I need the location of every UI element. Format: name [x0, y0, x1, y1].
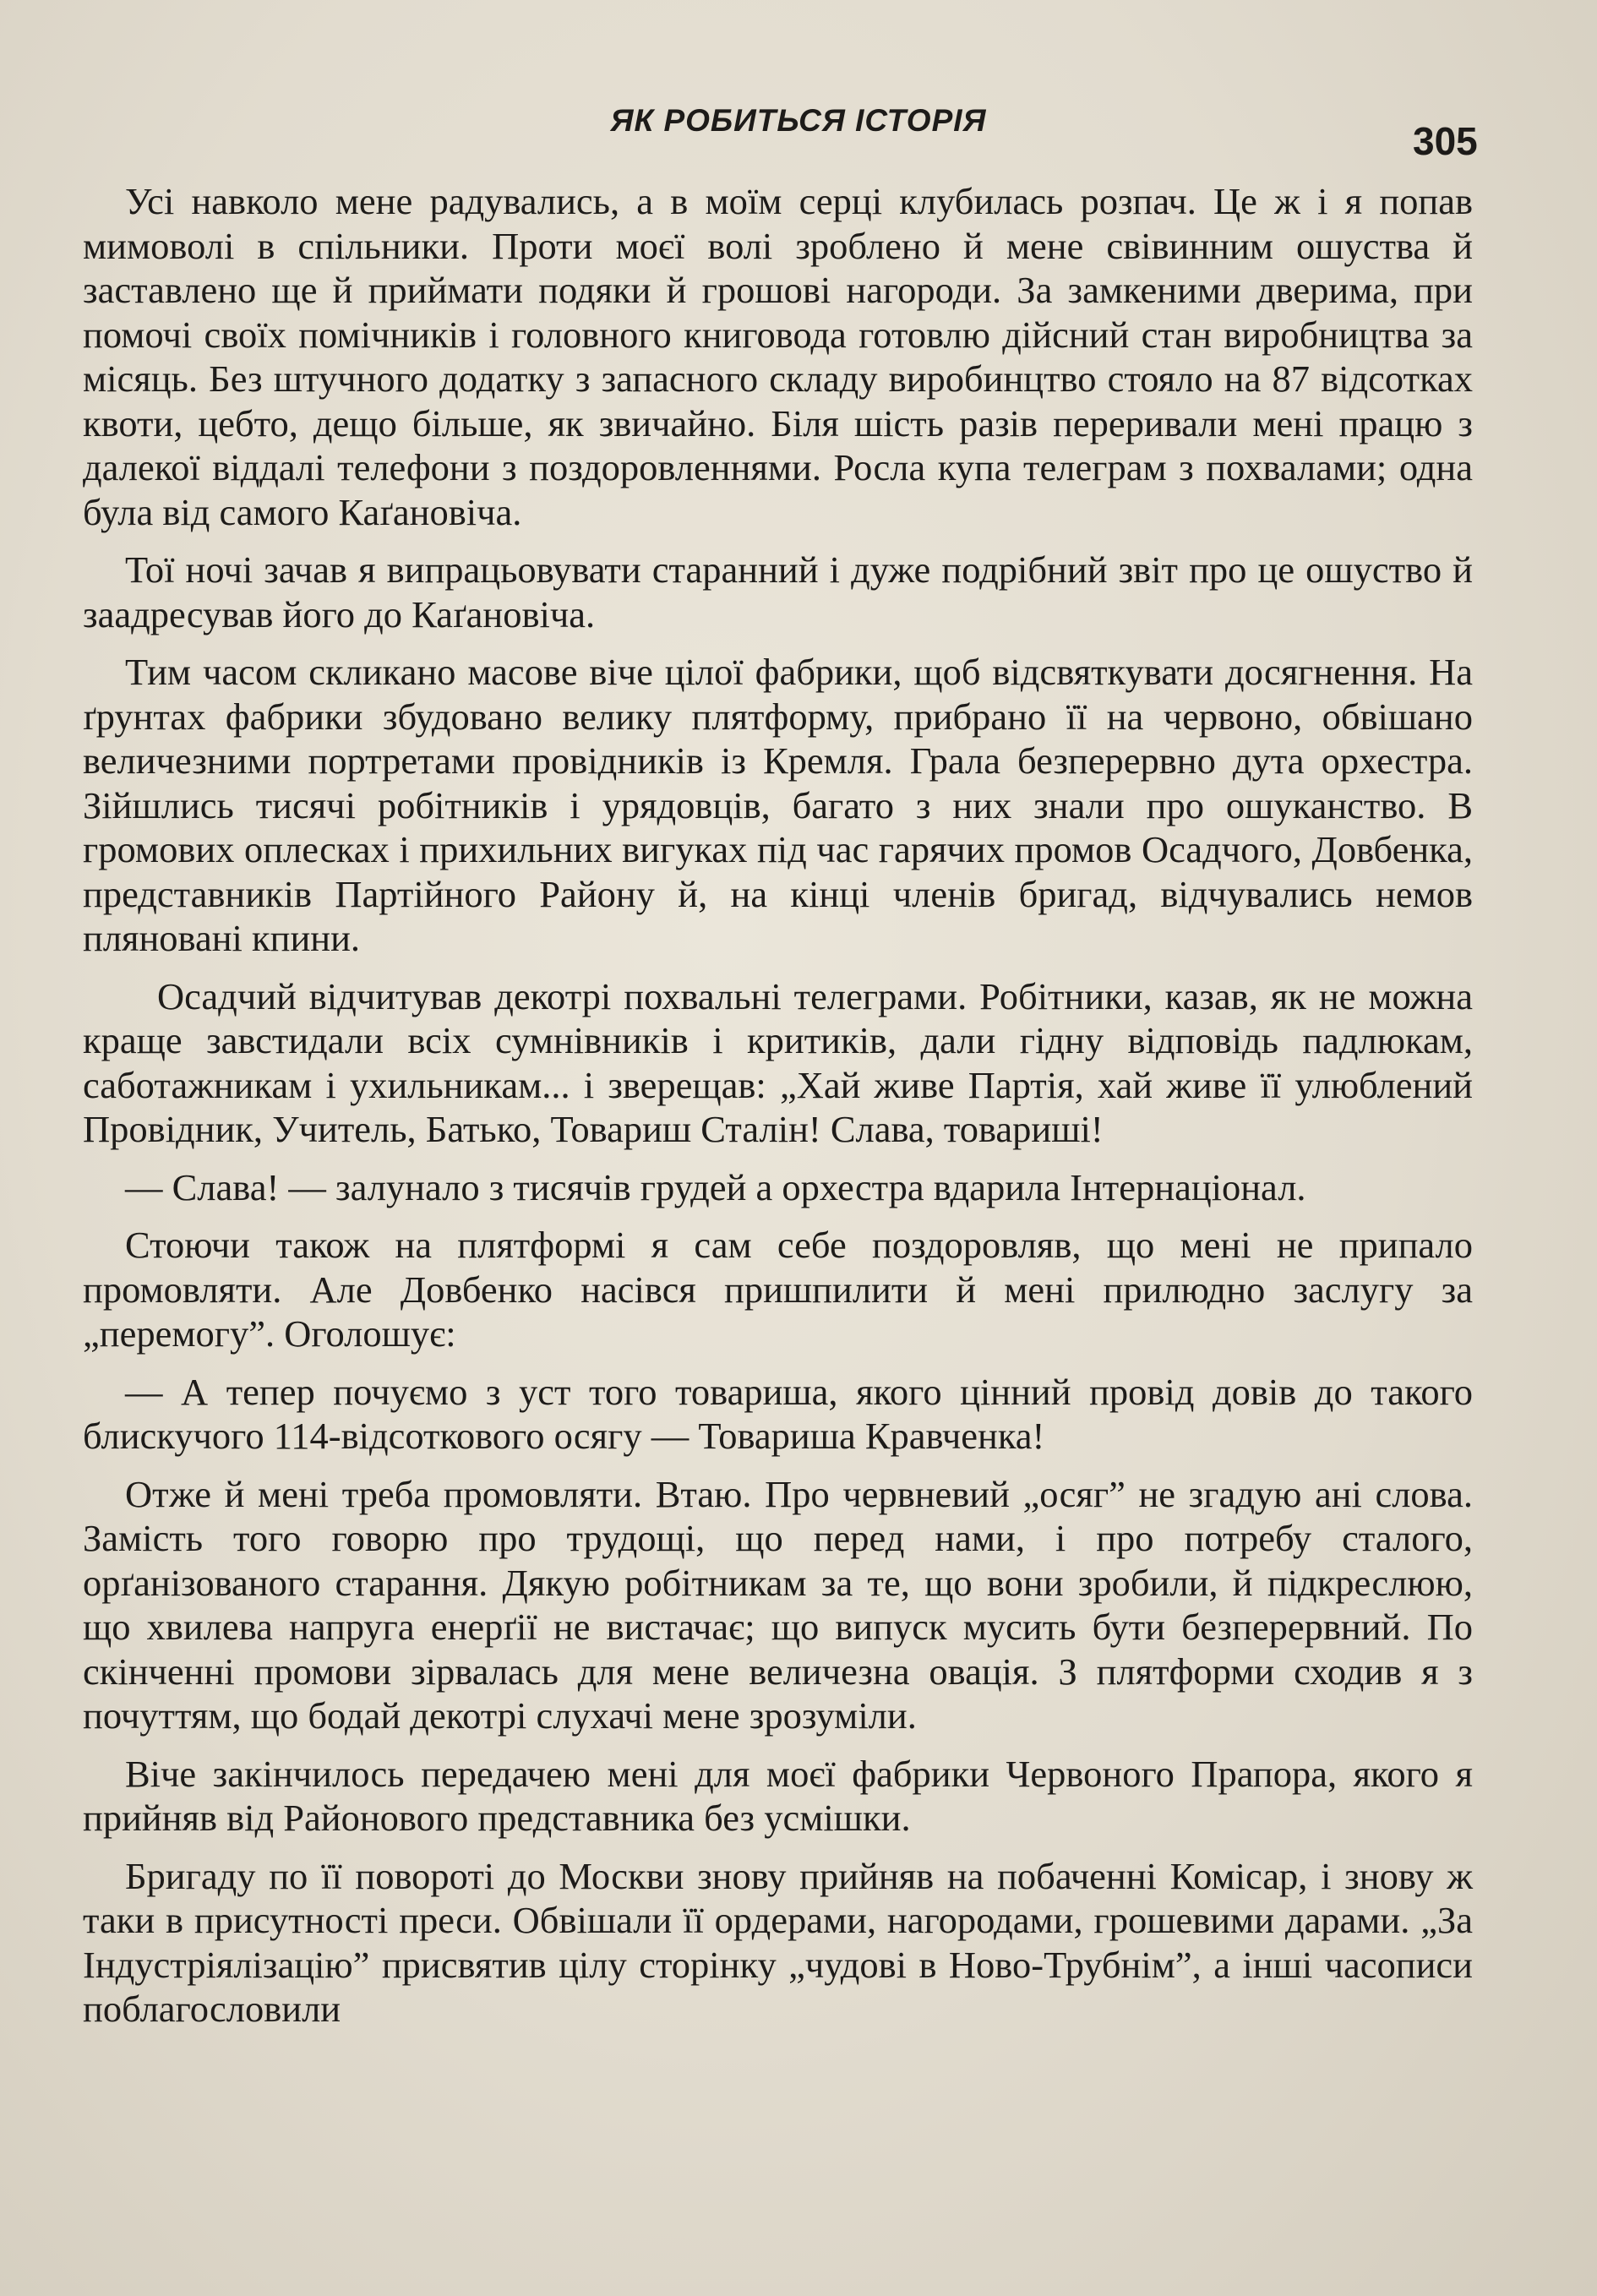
- paragraph: Бригаду по її повороті до Москви знову прийняв на побаченні Комісар, і знову ж таки в присутності преси. Обвішали її ордерами, нагородами, грошевими дарами. „За Індустріялізацію” присвятив цілу сторінку „чудові в Ново-Трубнім”, а інші часописи поблагословили: [83, 1854, 1473, 2030]
- page-number: 305: [1413, 119, 1478, 163]
- paragraph: Тої ночі зачав я випрацьовувати старанний і дуже подрібний звіт про це ошуство й заадресував його до Каґановіча.: [83, 548, 1473, 635]
- running-title: ЯК РОБИТЬСЯ ІСТОРІЯ: [610, 103, 987, 138]
- paragraph: Усі навколо мене радувались, а в моїм серці клубилась розпач. Це ж і я попав мимоволі в спільники. Проти моєї волі зроблено й мене свівинним ошуства й заставлено ще й приймати подяки й грошові нагороди. За замкеними дверима, при помочі своїх помічників і головного книговода готовлю дійсний стан виробництва за місяць. Без штучного додатку з запасного складу виробинцтво стояло на 87 відсотках квоти, цебто, дещо більше, як звичайно. Біля шість разів переривали мені працю з далекої віддалі телефони з поздоровленнями. Росла купа телеграм з похвалами; одна була від самого Каґановіча.: [83, 180, 1473, 533]
- paragraph: Стоючи також на плятформі я сам себе поздоровляв, що мені не припало промовляти. Але Довбенко насівся пришпилити й мені прилюдно заслугу за „перемогу”. Оголошує:: [83, 1224, 1473, 1355]
- paragraph: — Слава! — залунало з тисячів грудей а орхестра вдарила Інтернаціонал.: [125, 1165, 1306, 1208]
- paragraph: Отже й мені треба промовляти. Втаю. Про червневий „осяг” не згадую ані слова. Замість того говорю про трудощі, що перед нами, і про потребу сталого, орґанізованого старання. Дякую робітникам за те, що вони зробили, й підкреслюю, що хвилева напруга енерґії не вистачає; що випуск мусить бути безперервний. По скінченні промови зірвалась для мене величезна овація. З плятформи сходив я з почуттям, що бодай декотрі слухачі мене зрозуміли.: [83, 1472, 1473, 1737]
- paragraph: Віче закінчилось передачею мені для моєї фабрики Червоного Прапора, якого я прийняв від Районового представника без усмішки.: [83, 1752, 1473, 1839]
- paragraph: Осадчий відчитував декотрі похвальні телеграми. Робітники, казав, як не можна краще завстидали всіх сумнівників і критиків, дали гідну відповідь падлюкам, саботажникам і ухильникам... і зверещав: „Хай живе Партія, хай живе її улюблений Провідник, Учитель, Батько, Товариш Сталін! Слава, товариші!: [83, 974, 1473, 1150]
- paragraph: Тим часом скликано масове віче цілої фабрики, щоб відсвяткувати досягнення. На ґрунтах фабрики збудовано велику плятформу, прибрано її на червоно, обвішано величезними портретами провідників із Кремля. Грала безперервно дута орхестра. Зійшлись тисячі робітників і урядовців, багато з них знали про ошуканство. В громових оплесках і прихильних вигуках під час гарячих промов Осадчого, Довбенка, представників Партійного Району й, на кінці членів бригад, відчувались немов пляновані кпини.: [83, 651, 1473, 959]
- body-text: [83, 179, 1473, 2045]
- paragraph: — А тепер почуємо з уст того товариша, якого цінний провід довів до такого блискучого 114-відсоткового осягу — Товариша Кравченка!: [83, 1370, 1473, 1457]
